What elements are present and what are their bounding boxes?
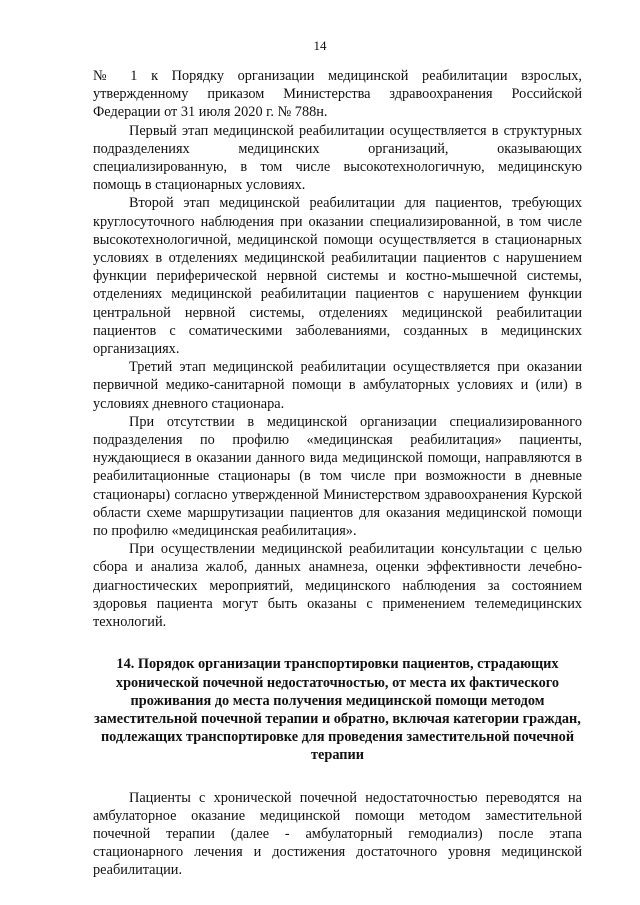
paragraph-continuation: № 1 к Порядку организации медицинской реабилитации взрослых, утвержденному приказом Министерства здравоохранения Российской Федерации от 31 июля 2020 г. № 788н. xyxy=(93,68,582,121)
paragraph-first-stage: Первый этап медицинской реабилитации осуществляется в структурных подразделениях медицинских организаций, оказывающих специализированную, в том числе высокотехнологичную, медицинскую помощь в стационарных условиях. xyxy=(93,122,582,194)
section-heading: 14. Порядок организации транспортировки пациентов, страдающих хронической почечной недостаточностью, от места их фактического проживания до места получения медицинской помощи методом заместительной почечной терапии и обратно, включая категории граждан, подлежащих транспортировке для проведения заместительной почечной терапии xyxy=(94,656,581,764)
document-body xyxy=(93,67,582,880)
paragraph-no-specialized-unit: При отсутствии в медицинской организации специализированного подразделения по профилю «медицинская реабилитация» пациенты, нуждающиеся в оказании данного вида медицинской помощи, направляются в реабилитационные стационары (в том числе при возможности в дневные стационары) согласно утвержденной Министерством здравоохранения Курской области схеме маршрутизации пациентов для оказания медицинской помощи по профилю «медицинская реабилитация». xyxy=(93,413,582,540)
paragraph-ambulatory-hemodialysis: Пациенты с хронической почечной недостаточностью переводятся на амбулаторное оказание медицинской помощи методом заместительной почечной терапии (далее - амбулаторный гемодиализ) после этапа стационарного лечения и достижения достаточного уровня медицинской реабилитации. xyxy=(93,789,582,879)
paragraph-third-stage: Третий этап медицинской реабилитации осуществляется при оказании первичной медико-санитарной помощи в амбулаторных условиях и (или) в условиях дневного стационара. xyxy=(93,359,582,412)
paragraph-second-stage: Второй этап медицинской реабилитации для пациентов, требующих круглосуточного наблюдения при оказании специализированной, в том числе высокотехнологичной, медицинской помощи осуществляется в стационарных условиях в отделениях медицинской реабилитации пациентов с нарушением функции периферической нервной системы и костно-мышечной системы, отделениях медицинской реабилитации пациентов с нарушением функции центральной нервной системы, отделениях медицинской реабилитации пациентов с соматическими заболеваниями, созданных в медицинских организациях. xyxy=(93,195,582,358)
paragraph-telemedicine: При осуществлении медицинской реабилитации консультации с целью сбора и анализа жалоб, данных анамнеза, оценки эффективности лечебно-диагностических мероприятий, медицинского наблюдения за состоянием здоровья пациента могут быть оказаны с применением телемедицинских технологий. xyxy=(93,541,582,631)
page-number: 14 xyxy=(313,38,327,53)
